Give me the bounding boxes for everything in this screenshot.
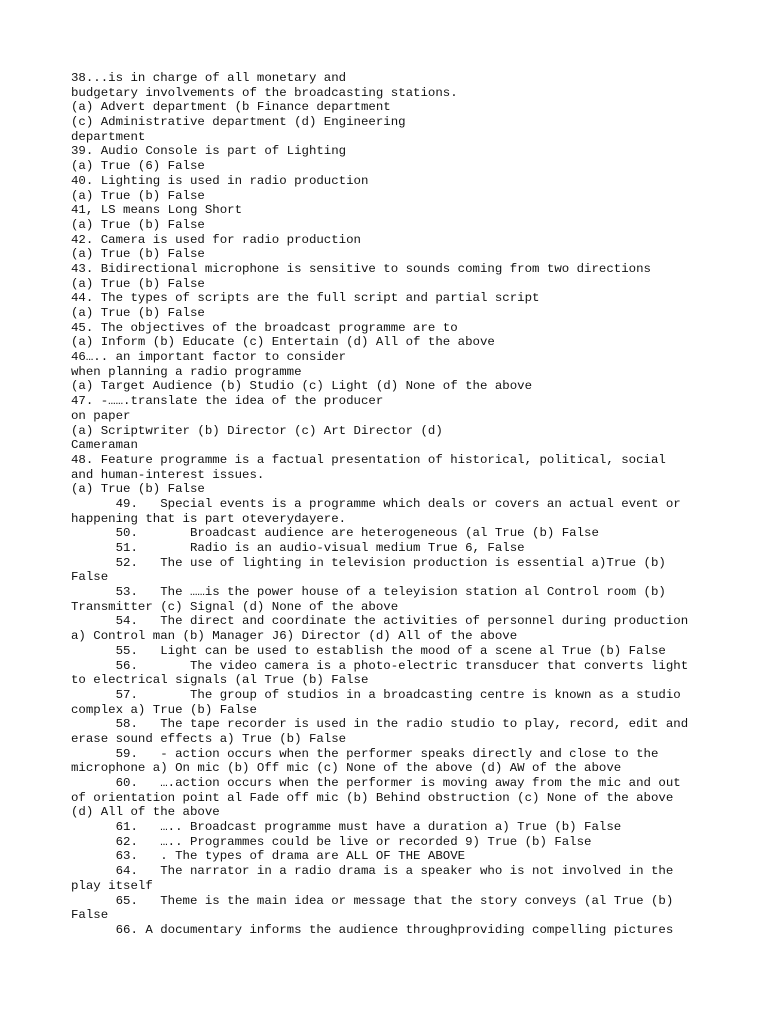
text-line: 57. The group of studios in a broadcasting centre is known as a studio	[71, 687, 681, 702]
text-line: 54. The direct and coordinate the activities of personnel during production	[71, 614, 689, 629]
text-line: 42. Camera is used for radio production	[71, 232, 361, 247]
text-line: (a) Inform (b) Educate (c) Entertain (d) All of the above	[71, 335, 495, 350]
text-line: 46….. an important factor to consider	[71, 350, 347, 365]
text-line: microphone a) On mic (b) Off mic (c) None of the above (d) AW of the above	[71, 761, 622, 776]
text-line: 60. ….action occurs when the performer is moving away from the mic and out	[71, 776, 681, 790]
text-line: Cameraman	[71, 438, 138, 453]
text-line: a) Control man (b) Manager J6) Director (d) All of the above	[71, 629, 518, 644]
text-line: happening that is part oteverydayere.	[71, 511, 347, 526]
text-line: 38...is in charge of all monetary and	[71, 71, 347, 85]
text-line: on paper	[71, 408, 131, 423]
text-line: 66. A documentary informs the audience throughproviding compelling pictures	[71, 922, 674, 937]
text-line: (a) Target Audience (b) Studio (c) Light (d) None of the above	[71, 379, 533, 394]
text-line: 65. Theme is the main idea or message that the story conveys (al True (b)	[71, 893, 674, 908]
text-line: 48. Feature programme is a factual presentation of historical, political, social	[71, 452, 666, 467]
text-line: 47. -…….translate the idea of the producer	[71, 394, 384, 409]
text-line: (a) True (b) False	[71, 188, 205, 203]
text-line: 43. Bidirectional microphone is sensitive to sounds coming from two directions	[71, 261, 651, 276]
text-line: (a) True (b) False	[71, 306, 205, 320]
text-line: 40. Lighting is used in radio production	[71, 173, 369, 188]
text-line: (a) True (b) False	[71, 247, 205, 262]
text-line: 64. The narrator in a radio drama is a speaker who is not involved in the	[71, 864, 674, 879]
text-line: 44. The types of scripts are the full script and partial script	[71, 291, 540, 306]
text-line: 62. ….. Programmes could be live or recorded 9) True (b) False	[71, 834, 592, 849]
text-line: 63. . The types of drama are ALL OF THE ABOVE	[71, 849, 466, 864]
text-line: complex a) True (b) False	[71, 702, 257, 717]
text-line: (a) True (6) False	[71, 159, 205, 174]
text-line: 52. The use of lighting in television production is essential a)True (b)	[71, 555, 666, 570]
text-line: (d) All of the above	[71, 805, 220, 820]
text-line: 39. Audio Console is part of Lighting	[71, 144, 347, 159]
text-line: 49. Special events is a programme which deals or covers an actual event or	[71, 496, 681, 511]
text-line: 50. Broadcast audience are heterogeneous (al True (b) False	[71, 526, 599, 541]
text-line: (a) True (b) False	[71, 276, 205, 291]
text-line: budgetary involvements of the broadcasting stations.	[71, 85, 458, 100]
text-line: erase sound effects a) True (b) False	[71, 731, 347, 746]
text-line: False	[71, 908, 109, 923]
text-line: (a) True (b) False	[71, 217, 205, 232]
text-line: (a) Advert department (b Finance department	[71, 100, 391, 115]
text-line: (a) Scriptwriter (b) Director (c) Art Director (d)	[71, 423, 443, 438]
text-line: False	[71, 570, 109, 585]
text-line: 55. Light can be used to establish the mood of a scene al True (b) False	[71, 643, 666, 658]
text-line: Transmitter (c) Signal (d) None of the above	[71, 599, 399, 614]
text-line: play itself	[71, 878, 153, 893]
text-line: to electrical signals (al True (b) False	[71, 673, 369, 688]
text-line: 51. Radio is an audio-visual medium True 6, False	[71, 541, 525, 555]
text-line: 45. The objectives of the broadcast programme are to	[71, 320, 458, 335]
text-line: of orientation point al Fade off mic (b) Behind obstruction (c) None of the above	[71, 790, 674, 805]
document-body	[71, 71, 711, 938]
text-line: (a) True (b) False	[71, 482, 205, 497]
text-line: 41, LS means Long Short	[71, 203, 243, 218]
text-line: and human-interest issues.	[71, 467, 265, 482]
text-line: when planning a radio programme	[71, 364, 302, 379]
text-line: 53. The ……is the power house of a teleyision station al Control room (b)	[71, 585, 666, 600]
text-line: 56. The video camera is a photo-electric transducer that converts light	[71, 658, 689, 673]
text-line: (c) Administrative department (d) Engineering	[71, 115, 406, 130]
text-line: department	[71, 129, 146, 144]
text-line: 61. ….. Broadcast programme must have a duration a) True (b) False	[71, 820, 622, 835]
text-line: 58. The tape recorder is used in the radio studio to play, record, edit and	[71, 717, 689, 732]
text-line: 59. - action occurs when the performer speaks directly and close to the	[71, 746, 659, 761]
